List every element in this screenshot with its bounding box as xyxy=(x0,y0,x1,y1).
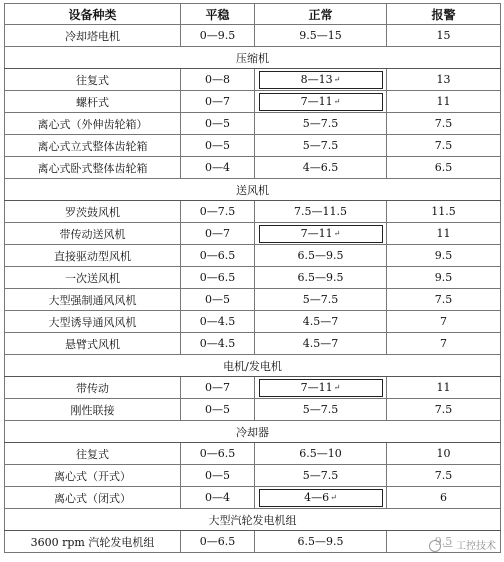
alarm-value: 7 xyxy=(387,311,501,333)
alarm-value: 7.5 xyxy=(387,135,501,157)
table-row xyxy=(5,135,501,157)
normal-range: 4—6 xyxy=(304,490,330,504)
normal-range-cell xyxy=(255,223,387,245)
alarm-value: 7.5 xyxy=(387,399,501,421)
alarm-value: 6.5 xyxy=(387,157,501,179)
wechat-logo-icon xyxy=(429,540,441,552)
alarm-value: 11.5 xyxy=(387,201,501,223)
stable-range: 0—7 xyxy=(181,223,255,245)
equipment-name: 离心式卧式整体齿轮箱 xyxy=(5,157,181,179)
normal-range: 8—13 xyxy=(300,72,333,86)
section-row xyxy=(5,179,501,201)
table-row xyxy=(5,377,501,399)
table-row xyxy=(5,223,501,245)
col-header-alarm: 报警 xyxy=(387,4,501,25)
stable-range: 0—7 xyxy=(181,91,255,113)
section-row xyxy=(5,355,501,377)
normal-range-box xyxy=(259,379,383,397)
alarm-value: 7.5 xyxy=(387,289,501,311)
stable-range: 0—5 xyxy=(181,113,255,135)
stable-range: 0—7 xyxy=(181,377,255,399)
normal-range-cell xyxy=(255,91,387,113)
equipment-name: 一次送风机 xyxy=(5,267,181,289)
table-row xyxy=(5,531,501,553)
alarm-value: 15 xyxy=(387,25,501,47)
normal-range: 7—11 xyxy=(300,380,333,394)
equipment-name: 直接驱动型风机 xyxy=(5,245,181,267)
table-body xyxy=(5,25,501,553)
table-row xyxy=(5,25,501,47)
stable-range: 0—6.5 xyxy=(181,443,255,465)
alarm-value: 6 xyxy=(387,487,501,509)
header-row xyxy=(5,4,501,25)
equipment-name: 带传动 xyxy=(5,377,181,399)
return-mark-icon: ↵ xyxy=(330,492,337,502)
equipment-name: 罗茨鼓风机 xyxy=(5,201,181,223)
stable-range: 0—7.5 xyxy=(181,201,255,223)
return-mark-icon: ↵ xyxy=(333,228,341,238)
section-label: 大型汽轮发电机组 xyxy=(5,509,501,531)
equipment-name: 大型强制通风风机 xyxy=(5,289,181,311)
alarm-value: 11 xyxy=(387,91,501,113)
section-row xyxy=(5,509,501,531)
alarm-value: 13 xyxy=(387,69,501,91)
alarm-value: 10 xyxy=(387,443,501,465)
vibration-standard-table xyxy=(4,3,501,553)
col-header-normal: 正常 xyxy=(255,4,387,25)
equipment-name: 带传动送风机 xyxy=(5,223,181,245)
normal-range: 5—7.5 xyxy=(255,135,387,157)
normal-range-box xyxy=(259,489,383,507)
alarm-value: 7.5 xyxy=(387,113,501,135)
alarm-value: 9.5 xyxy=(387,267,501,289)
table-row xyxy=(5,201,501,223)
stable-range: 0—8 xyxy=(181,69,255,91)
table-row xyxy=(5,289,501,311)
stable-range: 0—4 xyxy=(181,157,255,179)
normal-range: 6.5—10 xyxy=(255,443,387,465)
col-header-equipment: 设备种类 xyxy=(5,4,181,25)
equipment-name: 离心式（开式） xyxy=(5,465,181,487)
normal-range-box xyxy=(259,71,383,89)
table-row xyxy=(5,311,501,333)
equipment-name: 悬臂式风机 xyxy=(5,333,181,355)
stable-range: 0—4 xyxy=(181,487,255,509)
table-row xyxy=(5,465,501,487)
normal-range-cell xyxy=(255,377,387,399)
equipment-name: 往复式 xyxy=(5,443,181,465)
equipment-name: 离心式立式整体齿轮箱 xyxy=(5,135,181,157)
normal-range: 9.5—15 xyxy=(255,25,387,47)
watermark-text: — 工控技术 xyxy=(442,541,496,552)
stable-range: 0—6.5 xyxy=(181,267,255,289)
normal-range: 5—7.5 xyxy=(255,399,387,421)
watermark xyxy=(429,537,496,552)
equipment-name: 离心式（外伸齿轮箱） xyxy=(5,113,181,135)
table-row xyxy=(5,91,501,113)
table-row xyxy=(5,157,501,179)
normal-range-cell xyxy=(255,487,387,509)
normal-range: 6.5—9.5 xyxy=(255,245,387,267)
equipment-name: 刚性联接 xyxy=(5,399,181,421)
normal-range: 4—6.5 xyxy=(255,157,387,179)
normal-range: 5—7.5 xyxy=(255,113,387,135)
stable-range: 0—5 xyxy=(181,465,255,487)
equipment-name: 往复式 xyxy=(5,69,181,91)
normal-range-box xyxy=(259,93,383,111)
alarm-value: 11 xyxy=(387,223,501,245)
stable-range: 0—5 xyxy=(181,289,255,311)
stable-range: 0—9.5 xyxy=(181,25,255,47)
stable-range: 0—6.5 xyxy=(181,531,255,553)
alarm-value: 11 xyxy=(387,377,501,399)
normal-range: 6.5—9.5 xyxy=(255,267,387,289)
table-row xyxy=(5,487,501,509)
return-mark-icon: ↵ xyxy=(333,74,341,84)
table-row xyxy=(5,69,501,91)
equipment-name: 离心式（闭式） xyxy=(5,487,181,509)
stable-range: 0—4.5 xyxy=(181,333,255,355)
normal-range: 7—11 xyxy=(300,226,333,240)
table-row xyxy=(5,333,501,355)
section-label: 电机/发电机 xyxy=(5,355,501,377)
section-label: 冷却器 xyxy=(5,421,501,443)
normal-range: 4.5—7 xyxy=(255,311,387,333)
section-label: 送风机 xyxy=(5,179,501,201)
alarm-value: 9.5 xyxy=(387,245,501,267)
section-label: 压缩机 xyxy=(5,47,501,69)
normal-range: 5—7.5 xyxy=(255,289,387,311)
return-mark-icon: ↵ xyxy=(333,96,341,106)
equipment-name: 螺杆式 xyxy=(5,91,181,113)
table-row xyxy=(5,443,501,465)
col-header-stable: 平稳 xyxy=(181,4,255,25)
table-row xyxy=(5,399,501,421)
stable-range: 0—5 xyxy=(181,399,255,421)
normal-range: 7—11 xyxy=(300,94,333,108)
section-row xyxy=(5,421,501,443)
table-row xyxy=(5,267,501,289)
normal-range: 4.5—7 xyxy=(255,333,387,355)
alarm-value: 7.5 xyxy=(387,465,501,487)
stable-range: 0—4.5 xyxy=(181,311,255,333)
equipment-name: 冷却塔电机 xyxy=(5,25,181,47)
stable-range: 0—5 xyxy=(181,135,255,157)
normal-range-box xyxy=(259,225,383,243)
normal-range-cell xyxy=(255,69,387,91)
alarm-value: 7 xyxy=(387,333,501,355)
equipment-name: 大型诱导通风风机 xyxy=(5,311,181,333)
normal-range: 6.5—9.5 xyxy=(255,531,387,553)
return-mark-icon: ↵ xyxy=(333,382,341,392)
table-row xyxy=(5,113,501,135)
normal-range: 5—7.5 xyxy=(255,465,387,487)
stable-range: 0—6.5 xyxy=(181,245,255,267)
table-row xyxy=(5,245,501,267)
section-row xyxy=(5,47,501,69)
equipment-name: 3600 rpm 汽轮发电机组 xyxy=(5,531,181,553)
normal-range: 7.5—11.5 xyxy=(255,201,387,223)
